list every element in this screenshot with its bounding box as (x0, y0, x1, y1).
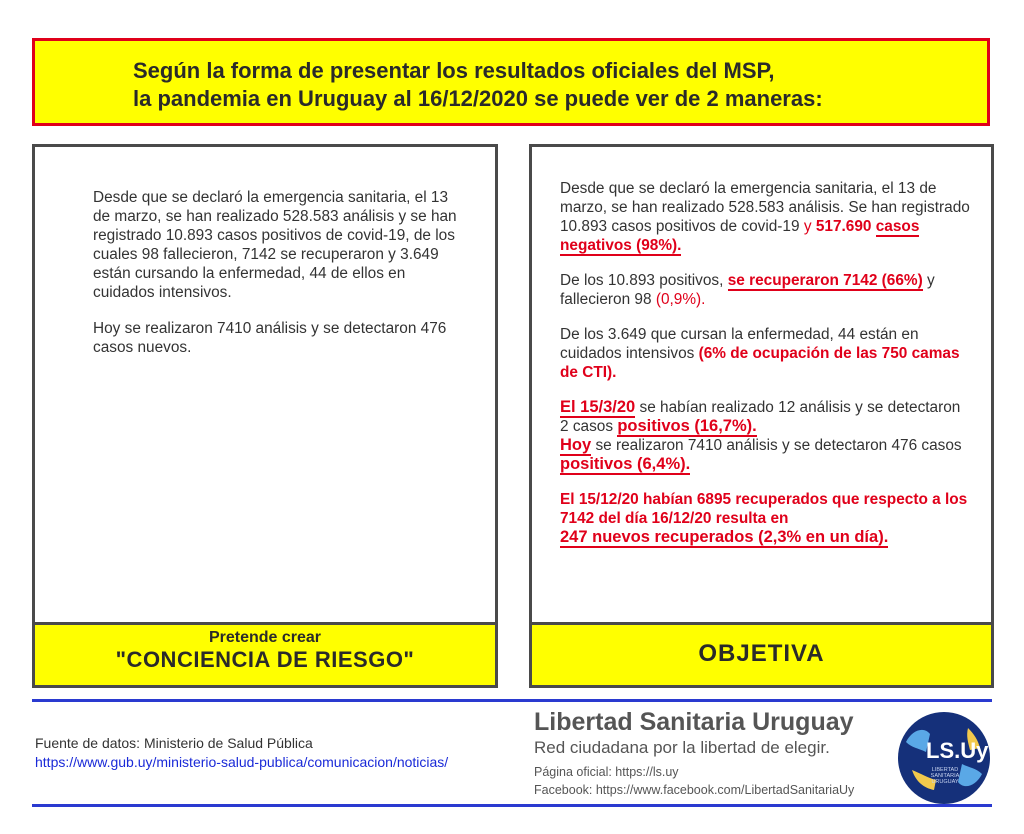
top-divider (32, 699, 992, 702)
brand-logo (898, 712, 990, 804)
right-p4-text1: se habían realizado 12 análisis y se detectaron 2 casos (560, 399, 961, 435)
official-page[interactable]: Página oficial: https://ls.uy (534, 765, 679, 779)
left-paragraph-1: Desde que se declaró la emergencia sanitaria, el 13 de marzo, se han realizado 528.583 análisis y se han registrado 10.893 casos positivos de covid-19, de los cuales 98 fallecieron, 7142 se recuperaron y 3.649 están cursando la enfermedad, 44 de ellos en cuidados intensivos. (93, 189, 457, 301)
right-p2-text1: De los 10.893 positivos, (560, 272, 724, 289)
left-footer-big: "CONCIENCIA DE RIESGO" (115, 647, 415, 672)
right-p2-text2: y fallecieron 98 (560, 272, 935, 308)
right-p4-red3: Hoy (560, 436, 592, 454)
right-panel-footer (532, 622, 991, 685)
right-p2-red2: (0,9%). (655, 291, 706, 308)
left-panel-footer (35, 622, 495, 685)
header-line-2: la pandemia en Uruguay al 16/12/2020 se puede ver de 2 maneras: (133, 86, 823, 111)
right-p4-red4: positivos (6,4%). (560, 455, 691, 473)
right-p1-red3: casos negativos (98%). (560, 218, 920, 254)
right-p1-text: Desde que se declaró la emergencia sanitaria, el 13 de marzo, se han realizado 528.583 análisis. Se han registrado 10.893 casos positivos de covid-19 (560, 180, 970, 235)
left-panel (32, 144, 498, 688)
source-url-link[interactable]: https://www.gub.uy/ministerio-salud-publica/comunicacion/noticias/ (35, 754, 449, 770)
right-p4-text2: se realizaron 7410 análisis y se detectaron 476 casos (595, 437, 962, 454)
right-p2-red1: se recuperaron 7142 (66%) (727, 272, 923, 289)
right-p5-red: El 15/12/20 habían 6895 recuperados que respecto a los 7142 del día 16/12/20 resulta en (560, 491, 968, 527)
left-footer-small: Pretende crear (208, 629, 322, 646)
brand-title: Libertad Sanitaria Uruguay (534, 708, 854, 736)
header-banner (32, 38, 990, 126)
right-panel-body (560, 179, 970, 563)
facebook-link[interactable]: Facebook: https://www.facebook.com/LibertadSanitariaUy (534, 783, 855, 797)
right-footer-label: OBJETIVA (698, 640, 825, 667)
right-panel (529, 144, 994, 688)
header-title (133, 57, 823, 113)
right-paragraph-5 (560, 490, 970, 547)
brand-block (534, 707, 854, 799)
logo-text: LS.Uy (926, 738, 989, 763)
data-source (35, 734, 448, 772)
right-p1-red2: 517.690 (815, 218, 872, 235)
right-p1-red1: y (799, 218, 812, 235)
right-paragraph-3 (560, 325, 970, 382)
right-p4-red1: El 15/3/20 (560, 398, 636, 416)
right-p3-text: De los 3.649 que cursan la enfermedad, 44 están en cuidados intensivos (560, 326, 919, 362)
header-line-1: Según la forma de presentar los resultados oficiales del MSP, (133, 58, 775, 83)
left-paragraph-2: Hoy se realizaron 7410 análisis y se detectaron 476 casos nuevos. (93, 320, 447, 356)
source-label: Fuente de datos: Ministerio de Salud Pública (35, 735, 313, 751)
right-paragraph-4 (560, 398, 970, 474)
right-paragraph-2 (560, 271, 970, 309)
left-panel-body (93, 188, 463, 374)
bottom-divider (32, 804, 992, 807)
right-paragraph-1 (560, 179, 970, 255)
right-p5-red-big: 247 nuevos recuperados (2,3% en un día). (560, 528, 889, 546)
right-p4-red2: positivos (16,7%). (617, 417, 757, 435)
logo-subtext: LIBERTAD SANITARIA URUGUAY (930, 767, 960, 785)
right-p3-red: (6% de ocupación de las 750 camas de CTI). (560, 345, 960, 381)
brand-subtitle: Red ciudadana por la libertad de elegir. (534, 738, 830, 757)
